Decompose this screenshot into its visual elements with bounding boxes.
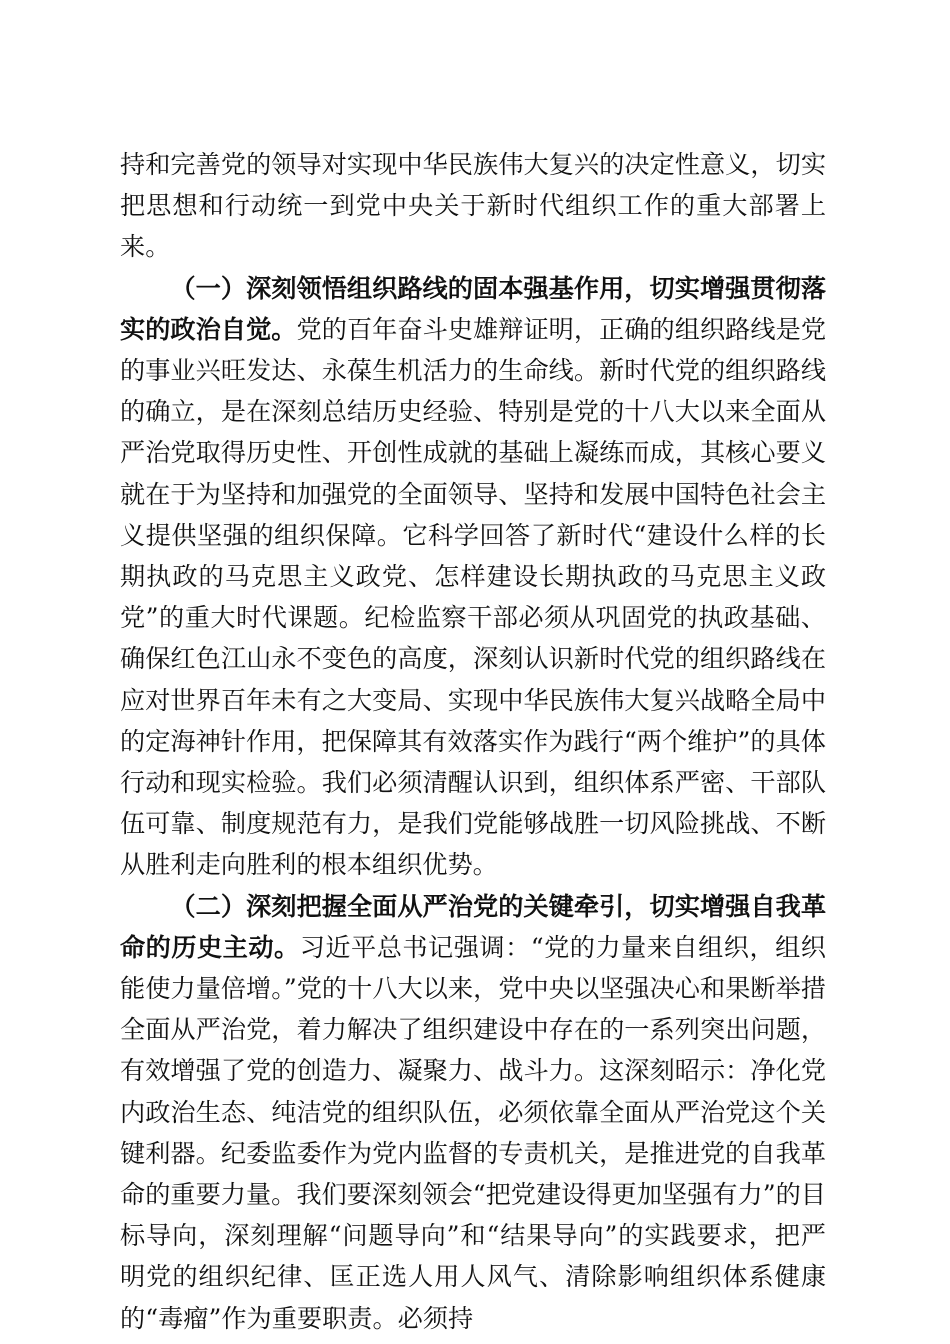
section-2-heading: （二）深刻把握全面从严治党的关键牵引，切实增强自我革命的历史主动。	[120, 890, 826, 962]
section-1-body: 党的百年奋斗史雄辩证明，正确的组织路线是党的事业兴旺发达、永葆生机活力的生命线。新时代党的组织路线的确立，是在深刻总结历史经验、特别是党的十八大以来全面从严治党取得历史性、开创性成就的基础上凝练而成，其核心要义就在于为坚持和加强党的全面领导、坚持和发展中国特色社会主义提供坚强的组织保障。它科学回答了新时代“建设什么样的长期执政的马克思主义政党、怎样建设长期执政的马克思主义政党”的重大时代课题。纪检监察干部必须从巩固党的执政基础、确保红色江山永不变色的高度，深刻认识新时代党的组织路线在应对世界百年未有之大变局、实现中华民族伟大复兴战略全局中的定海神针作用，把保障其有效落实作为践行“两个维护”的具体行动和现实检验。我们必须清醒认识到，组织体系严密、干部队伍可靠、制度规范有力，是我们党能够战胜一切风险挑战、不断从胜利走向胜利的根本组织优势。	[120, 314, 827, 880]
document-body	[120, 144, 826, 1339]
section-2-paragraph	[120, 886, 826, 1339]
section-1-heading: （一）深刻领悟组织路线的固本强基作用，切实增强贯彻落实的政治自觉。	[120, 272, 826, 344]
paragraph-continuation: 持和完善党的领导对实现中华民族伟大复兴的决定性意义，切实把思想和行动统一到党中央关于新时代组织工作的重大部署上来。	[120, 150, 826, 262]
section-1-paragraph	[120, 268, 826, 886]
section-2-body: 习近平总书记强调：“党的力量来自组织，组织能使力量倍增。”党的十八大以来，党中央以坚强决心和果断举措全面从严治党，着力解决了组织建设中存在的一系列突出问题，有效增强了党的创造力、凝聚力、战斗力。这深刻昭示：净化党内政治生态、纯洁党的组织队伍，必须依靠全面从严治党这个关键利器。纪委监委作为党内监督的专责机关，是推进党的自我革命的重要力量。我们要深刻领会“把党建设得更加坚强有力”的目标导向，深刻理解“问题导向”和“结果导向”的实践要求，把严明党的组织纪律、匡正选人用人风气、清除影响组织体系健康的“毒瘤”作为重要职责。必须持	[120, 932, 826, 1333]
